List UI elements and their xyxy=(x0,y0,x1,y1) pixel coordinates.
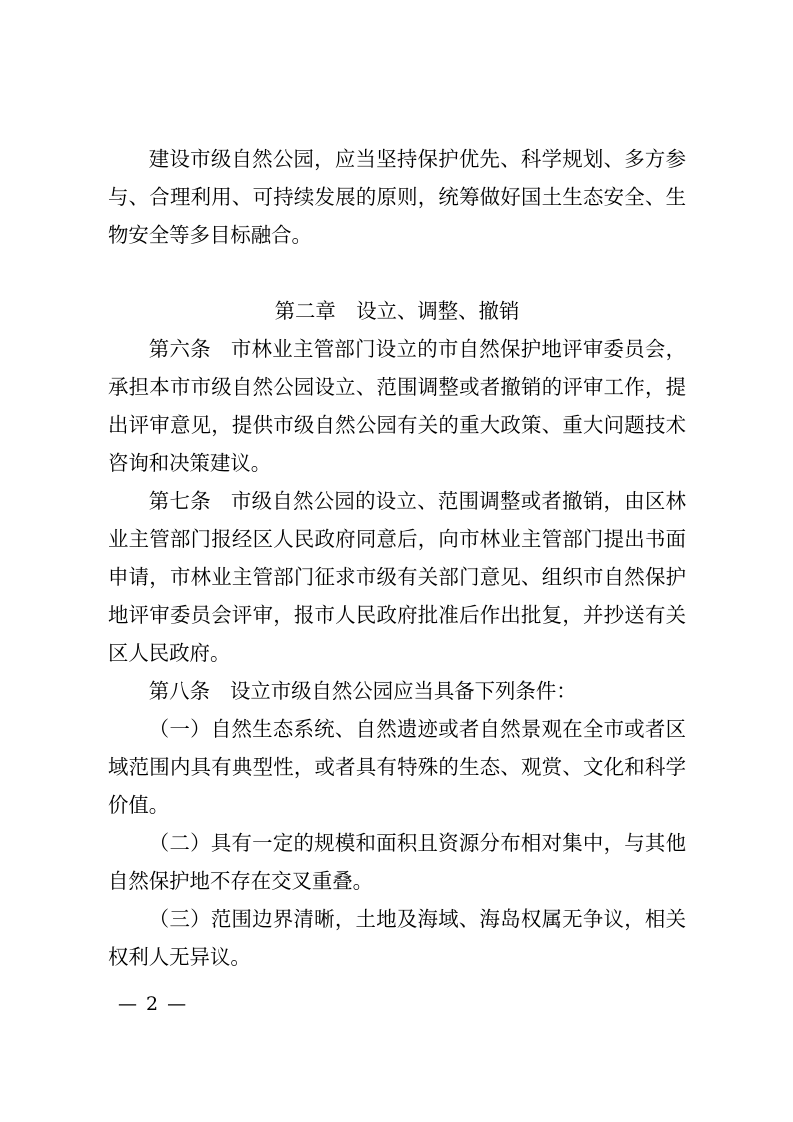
intro-section xyxy=(108,140,686,254)
article-label: 第七条 xyxy=(148,489,211,513)
article-7 xyxy=(108,482,686,672)
page-dash-left: — xyxy=(118,993,138,1015)
condition-item: （二）具有一定的规模和面积且资源分布相对集中，与其他自然保护地不存在交叉重叠。 xyxy=(108,831,686,893)
article-text: 市级自然公园的设立、范围调整或者撤销，由区林业主管部门报经区人民政府同意后，向市林业主管部门提出书面申请，市林业主管部门征求市级有关部门意见、组织市自然保护地评审委员会评审，报市人民政府批准后作出批复，并抄送有关区人民政府。 xyxy=(108,489,687,665)
intro-paragraph: 建设市级自然公园，应当坚持保护优先、科学规划、多方参与、合理利用、可持续发展的原则，统筹做好国土生态安全、生物安全等多目标融合。 xyxy=(108,147,686,247)
page-number-footer xyxy=(118,989,187,1019)
articles-section xyxy=(108,330,686,976)
page-dash-right: — xyxy=(167,993,188,1015)
article-8 xyxy=(108,672,686,710)
page-number: 2 xyxy=(146,993,160,1015)
article-label: 第六条 xyxy=(148,337,211,361)
chapter-title: 第二章 设立、调整、撤销 xyxy=(274,299,520,323)
article-6 xyxy=(108,330,686,482)
condition-item: （三）范围边界清晰，土地及海域、海岛权属无争议，相关权利人无异议。 xyxy=(108,907,686,969)
article-text: 市林业主管部门设立的市自然保护地评审委员会，承担本市市级自然公园设立、范围调整或者撤销的评审工作，提出评审意见，提供市级自然公园有关的重大政策、重大问题技术咨询和决策建议。 xyxy=(108,337,687,475)
condition-item: （一）自然生态系统、自然遗迹或者自然景观在全市或者区域范围内具有典型性，或者具有特殊的生态、观赏、文化和科学价值。 xyxy=(108,717,686,817)
article-text: 设立市级自然公园应当具备下列条件： xyxy=(229,679,577,703)
article-label: 第八条 xyxy=(148,679,210,703)
